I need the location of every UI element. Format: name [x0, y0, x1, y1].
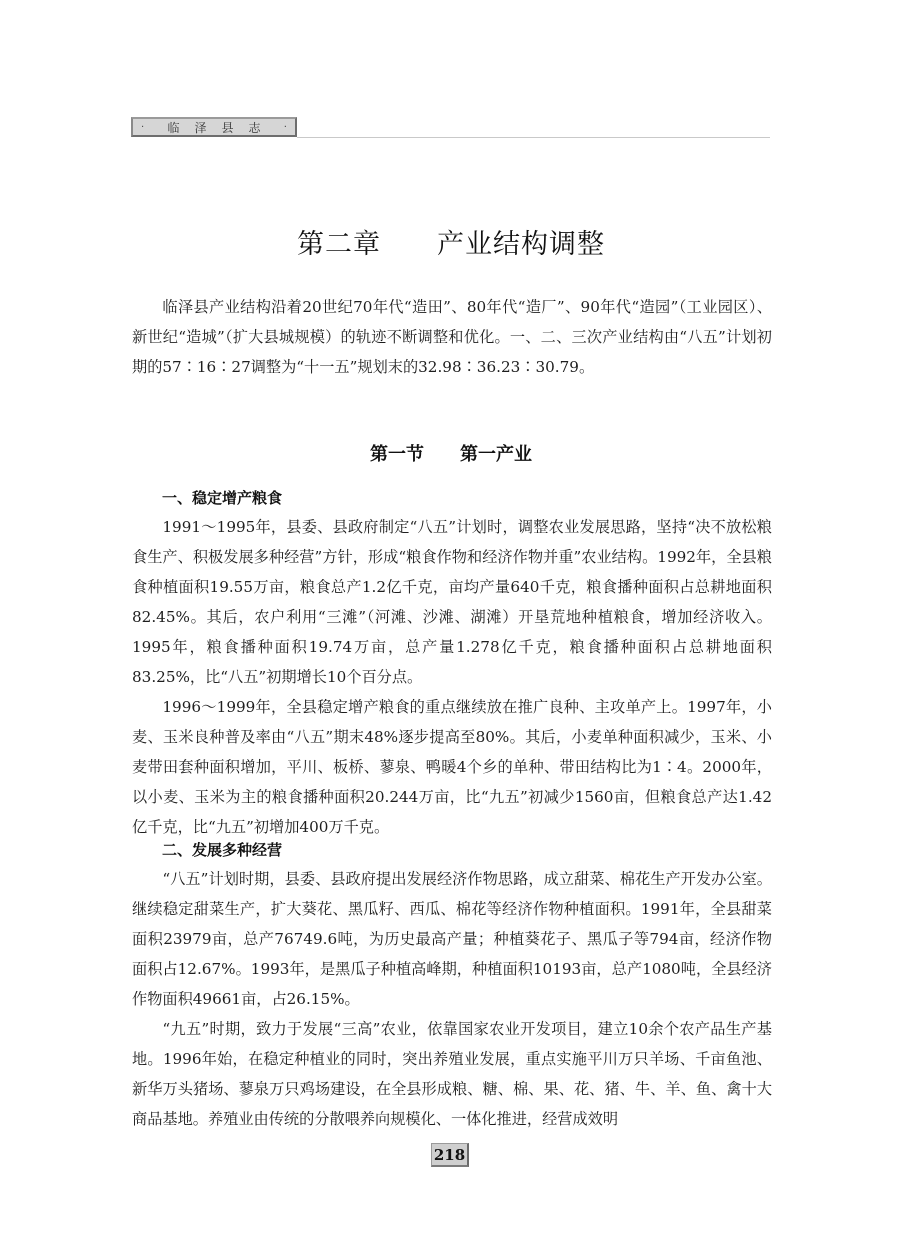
page-number: 218	[431, 1143, 469, 1167]
running-head-dot-left: ·	[141, 121, 145, 133]
section-title: 第一节 第一产业	[370, 444, 532, 465]
header-rule	[297, 137, 770, 138]
running-head-dot-right: ·	[283, 121, 287, 133]
chapter-title: 第二章 产业结构调整	[297, 229, 605, 260]
chapter-intro	[132, 292, 772, 382]
paragraph: 1991～1995年，县委、县政府制定“八五”计划时，调整农业发展思路，坚持“决不放松粮食生产、积极发展多种经营”方针，形成“粮食作物和经济作物并重”农业结构。1992年，全县粮食种植面积19.55万亩，粮食总产1.2亿千克，亩均产量640千克，粮食播种面积占总耕地面积82.45%。其后，农户利用“三滩”（河滩、沙滩、湖滩）开垦荒地种植粮食，增加经济收入。1995年，粮食播种面积19.74万亩，总产量1.278亿千克，粮食播种面积占总耕地面积83.25%，比“八五”初期增长10个百分点。	[132, 518, 772, 686]
subsection-heading: 二、发展多种经营	[162, 841, 283, 859]
running-head	[131, 117, 297, 137]
subsection-heading: 一、稳定增产粮食	[162, 489, 283, 507]
paragraph: “八五”计划时期，县委、县政府提出发展经济作物思路，成立甜菜、棉花生产开发办公室。继续稳定甜菜生产，扩大葵花、黑瓜籽、西瓜、棉花等经济作物种植面积。1991年，全县甜菜面积23979亩，总产76749.6吨，为历史最高产量；种植葵花子、黑瓜子等794亩，经济作物面积占12.67%。1993年，是黑瓜子种植高峰期，种植面积10193亩，总产1080吨，全县经济作物面积49661亩，占26.15%。	[132, 870, 772, 1008]
paragraph: “九五”时期，致力于发展“三高”农业，依靠国家农业开发项目，建立10余个农产品生产基地。1996年始，在稳定种植业的同时，突出养殖业发展，重点实施平川万只羊场、千亩鱼池、新华万头猪场、蓼泉万只鸡场建设，在全县形成粮、糖、棉、果、花、猪、牛、羊、鱼、禽十大商品基地。养殖业由传统的分散喂养向规模化、一体化推进，经营成效明	[132, 1020, 772, 1128]
running-head-title: 临泽县志	[167, 120, 276, 135]
subsection-1-body	[132, 512, 772, 842]
subsection-2-body	[132, 864, 772, 1134]
paragraph: 临泽县产业结构沿着20世纪70年代“造田”、80年代“造厂”、90年代“造园”（工业园区）、新世纪“造城”（扩大县城规模）的轨迹不断调整和优化。一、二、三次产业结构由“八五”计划初期的57∶16∶27调整为“十一五”规划末的32.98∶36.23∶30.79。	[132, 298, 772, 376]
paragraph: 1996～1999年，全县稳定增产粮食的重点继续放在推广良种、主攻单产上。1997年，小麦、玉米良种普及率由“八五”期末48%逐步提高至80%。其后，小麦单种面积减少，玉米、小麦带田套种面积增加，平川、板桥、蓼泉、鸭暖4个乡的单种、带田结构比为1∶4。2000年，以小麦、玉米为主的粮食播种面积20.244万亩，比“九五”初减少1560亩，但粮食总产达1.42亿千克，比“九五”初增加400万千克。	[132, 698, 772, 836]
